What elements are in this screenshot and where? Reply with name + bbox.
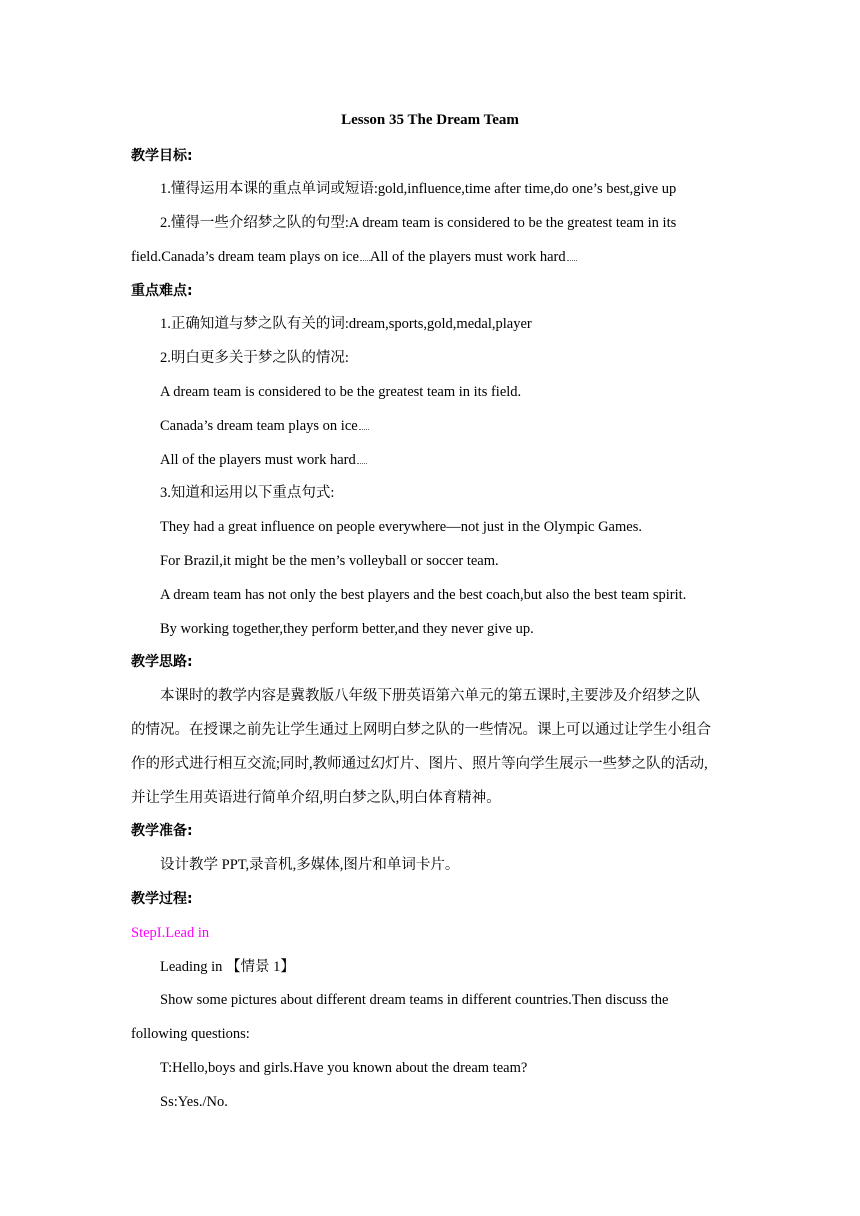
keypoint-line-2: 2.明白更多关于梦之队的情况: (160, 350, 349, 366)
objective-line-3a: field.Canada’s dream team plays on ice (131, 249, 359, 265)
section-heading-objectives: 教学目标: (131, 148, 193, 164)
ellipsis-mark (359, 423, 369, 430)
section-heading-preparation: 教学准备: (131, 823, 193, 839)
keypoint-line-5 (160, 450, 367, 470)
keypoint-line-7: They had a great influence on people everywhere—not just in the Olympic Games. (160, 519, 642, 535)
preparation-line-1: 设计教学 PPT,录音机,多媒体,图片和单词卡片。 (160, 857, 460, 873)
objective-line-2: 2.懂得一些介绍梦之队的句型:A dream team is considered to be the greatest team in its (160, 215, 677, 231)
keypoint-line-1: 1.正确知道与梦之队有关的词:dream,sports,gold,medal,player (160, 316, 532, 332)
ellipsis-mark (567, 254, 577, 261)
objective-line-3 (131, 247, 577, 267)
teacher-line: T:Hello,boys and girls.Have you known about the dream team? (160, 1060, 528, 1076)
ellipsis-mark (360, 254, 370, 261)
step-heading: StepI.Lead in (131, 925, 210, 941)
section-heading-process: 教学过程: (131, 891, 193, 907)
approach-line-2: 的情况。在授课之前先让学生通过上网明白梦之队的一些情况。课上可以通过让学生小组合 (131, 722, 711, 738)
keypoint-line-4-text: Canada’s dream team plays on ice (160, 418, 358, 434)
section-heading-approach: 教学思路: (131, 654, 193, 670)
keypoint-line-4 (160, 416, 369, 436)
process-show-line-2: following questions: (131, 1026, 250, 1042)
objective-line-1: 1.懂得运用本课的重点单词或短语:gold,influence,time after time,do one’s best,give up (160, 181, 677, 197)
keypoint-line-9: A dream team has not only the best players and the best coach,but also the best team spirit. (160, 587, 687, 603)
keypoint-line-5-text: All of the players must work hard (160, 452, 356, 468)
approach-line-3: 作的形式进行相互交流;同时,教师通过幻灯片、图片、照片等向学生展示一些梦之队的活动, (131, 756, 708, 772)
objective-line-3b: All of the players must work hard (369, 249, 566, 265)
approach-line-1: 本课时的教学内容是冀教版八年级下册英语第六单元的第五课时,主要涉及介绍梦之队 (160, 688, 701, 704)
lesson-title: Lesson 35 The Dream Team (341, 112, 519, 128)
students-line: Ss:Yes./No. (160, 1094, 228, 1110)
keypoint-line-10: By working together,they perform better,and they never give up. (160, 621, 534, 637)
keypoint-line-3: A dream team is considered to be the greatest team in its field. (160, 384, 522, 400)
process-show-line-1: Show some pictures about different dream teams in different countries.Then discuss the (160, 992, 669, 1008)
approach-line-4: 并让学生用英语进行简单介绍,明白梦之队,明白体育精神。 (131, 790, 501, 806)
keypoint-line-8: For Brazil,it might be the men’s volleyball or soccer team. (160, 553, 499, 569)
keypoint-line-6: 3.知道和运用以下重点句式: (160, 485, 335, 501)
ellipsis-mark (357, 457, 367, 464)
section-heading-key-points: 重点难点: (131, 283, 193, 299)
leading-in-line: Leading in 【情景 1】 (160, 959, 295, 975)
